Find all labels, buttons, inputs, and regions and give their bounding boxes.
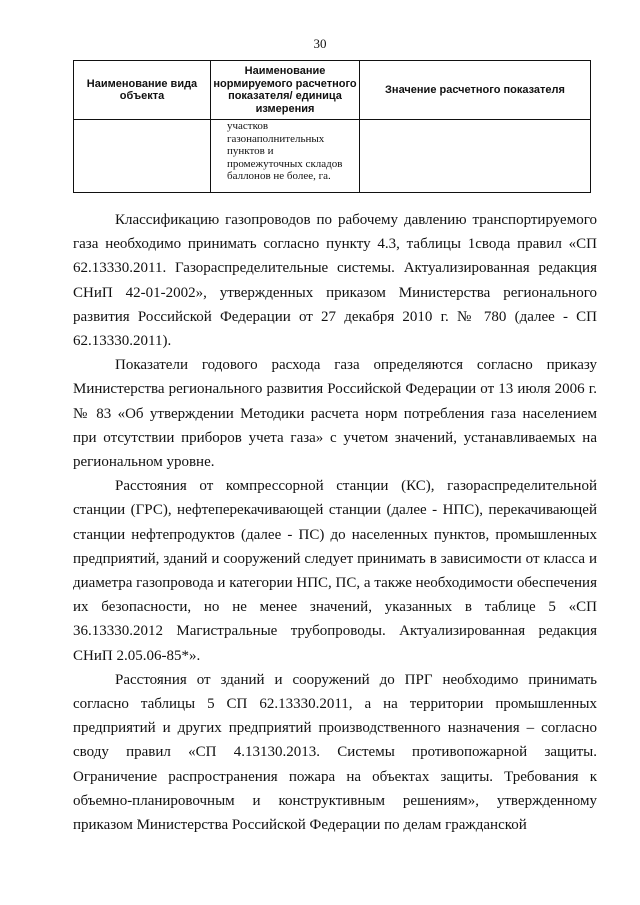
- norms-table: [73, 60, 591, 193]
- cell-line: баллонов не более, га.: [227, 170, 331, 182]
- cell-line: газонаполнительных: [227, 132, 325, 145]
- table-header-row: [74, 61, 591, 120]
- page-number: 30: [313, 36, 327, 51]
- cell-line: промежуточных складов: [227, 157, 343, 170]
- cell-indicator-value: [360, 120, 591, 193]
- cell-indicator-name: [211, 120, 360, 193]
- table-row: [74, 120, 591, 193]
- cell-object-type: [74, 120, 211, 193]
- header-indicator-value: Значение расчетного показателя: [360, 61, 591, 120]
- cell-line: участков: [227, 120, 269, 132]
- cell-line: пунктов и: [227, 145, 274, 157]
- paragraph-prg-distances: Расстояния от зданий и сооружений до ПРГ необходимо принимать согласно таблицы 5 СП 62.13330.2011, а на территории промышленных предприятий и других предприятий производственного назначения – согласно своду правил «СП 4.13130.2013. Системы противопожарной защиты. Ограничение распространения пожара на объектах защиты. Требования к объемно-планировочным и конструктивным решениям», утвержденному приказом Министерства Российской Федерации по делам гражданской: [73, 671, 597, 834]
- header-indicator-name: Наименование нормируемого расчетного показателя/ единица измерения: [211, 61, 360, 120]
- paragraph-annual-gas-consumption: Показатели годового расхода газа определяются согласно приказу Министерства регионального развития Российской Федерации от 13 июля 2006 г. № 83 «Об утверждении Методики расчета норм потребления газа населением при отсутствии приборов учета газа» с учетом значений, устанавливаемых на региональном уровне.: [73, 357, 597, 471]
- paragraph-compressor-station-distances: Расстояния от компрессорной станции (КС), газораспределительной станции (ГРС), нефтеперекачивающей станции (далее - НПС), перекачивающей станции нефтепродуктов (далее - ПС) до населенных пунктов, промышленных предприятий, зданий и сооружений следует принимать в зависимости от класса и диаметра газопровода и категории НПС, ПС, а также необходимости обеспечения их безопасности, но не менее значений, указанных в таблице 5 «СП 36.13330.2012 Магистральные трубопроводы. Актуализированная редакция СНиП 2.05.06-85*».: [73, 478, 597, 664]
- header-object-type: Наименование вида объекта: [74, 61, 211, 120]
- body-text: [73, 208, 597, 837]
- paragraph-gas-pipeline-classification: Классификацию газопроводов по рабочему давлению транспортируемого газа необходимо принимать согласно пункту 4.3, таблицы 1свода правил «СП 62.13330.2011. Газораспределительные системы. Актуализированная редакция СНиП 42-01-2002», утвержденных приказом Министерства регионального развития Российской Федерации от 27 декабря 2010 г. № 780 (далее - СП 62.13330.2011).: [73, 212, 597, 350]
